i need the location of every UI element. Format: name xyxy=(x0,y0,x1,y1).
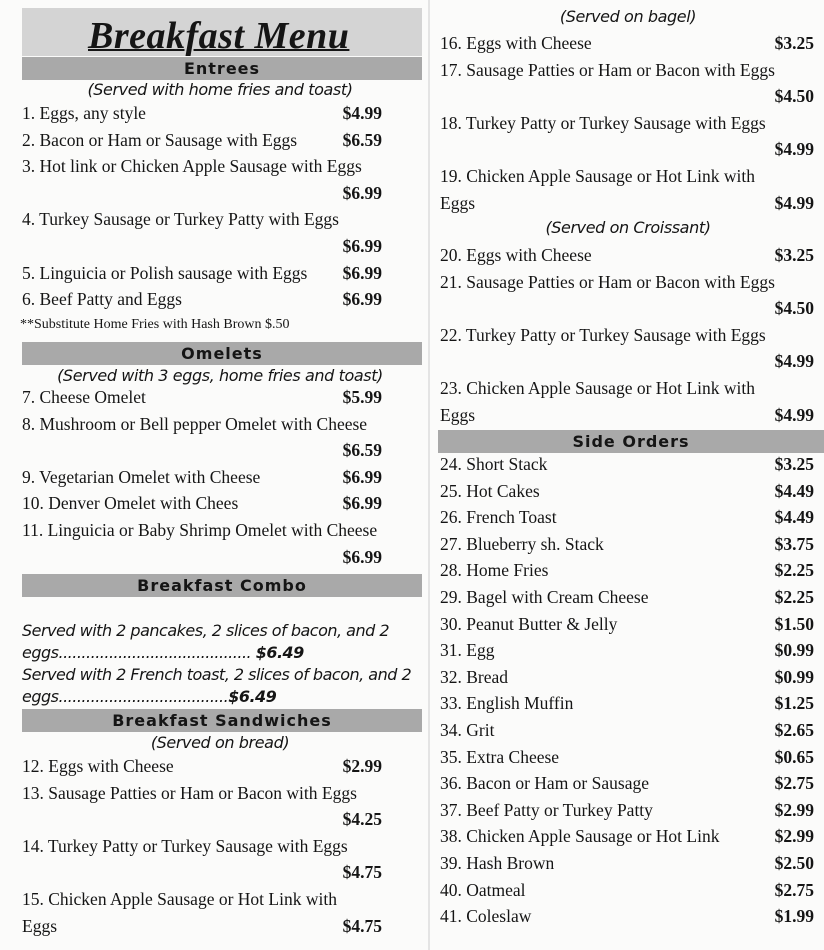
menu-item xyxy=(440,877,814,903)
combo-item-2 xyxy=(22,664,414,708)
menu-item-name: 14. Turkey Patty or Turkey Sausage with Eggs xyxy=(22,835,348,856)
section-heading-entrees: Entrees xyxy=(22,57,422,80)
menu-item xyxy=(22,384,402,410)
menu-item-name: 5. Linguicia or Polish sausage with Eggs xyxy=(22,262,308,283)
menu-item-price: $0.99 xyxy=(774,666,814,687)
menu-item-name: 15. Chicken Apple Sausage or Hot Link with xyxy=(22,889,337,909)
menu-item-price: $4.50 xyxy=(774,298,814,319)
menu-item-price: $0.99 xyxy=(774,640,814,661)
menu-item xyxy=(22,833,402,859)
menu-item-name: 10. Denver Omelet with Chees xyxy=(22,493,239,514)
menu-item-name: 6. Beef Patty and Eggs xyxy=(22,289,182,310)
menu-item-name: 11. Linguicia or Baby Shrimp Omelet with Cheese xyxy=(22,520,378,540)
menu-item-name: 27. Blueberry sh. Stack xyxy=(440,533,604,554)
menu-item-price: $3.75 xyxy=(774,533,814,554)
menu-item xyxy=(440,163,814,189)
section-heading-sides: Side Orders xyxy=(438,430,824,453)
menu-item-price: $2.65 xyxy=(774,720,814,740)
menu-item-continuation xyxy=(440,190,814,216)
menu-item xyxy=(440,770,814,796)
menu-item xyxy=(440,850,814,876)
menu-item-price: $6.99 xyxy=(342,236,382,256)
menu-item xyxy=(440,242,814,268)
menu-item-price: $4.50 xyxy=(774,86,814,107)
menu-item-continuation xyxy=(22,180,402,206)
menu-item xyxy=(22,127,402,153)
menu-item-continuation xyxy=(22,859,402,885)
menu-item-price: $6.59 xyxy=(342,129,382,150)
menu-item xyxy=(440,690,814,716)
menu-item xyxy=(22,100,402,126)
menu-item-name: 38. Chicken Apple Sausage or Hot Link xyxy=(440,826,720,847)
menu-item-name: 17. Sausage Patties or Ham or Bacon with Eggs xyxy=(440,59,775,80)
menu-item-name: 19. Chicken Apple Sausage or Hot Link with xyxy=(440,166,755,186)
menu-item-name: 1. Eggs, any style xyxy=(22,103,146,123)
menu-item-name: 39. Hash Brown xyxy=(440,853,555,873)
menu-item-name: 26. French Toast xyxy=(440,507,557,528)
menu-item-name: Eggs xyxy=(22,915,57,936)
menu-item-price: $2.99 xyxy=(774,799,814,820)
menu-item xyxy=(440,375,814,401)
menu-item xyxy=(22,490,402,516)
menu-item-price: $4.99 xyxy=(774,404,814,425)
menu-item xyxy=(440,744,814,770)
menu-item-price: $6.99 xyxy=(342,493,382,514)
menu-item-price: $6.99 xyxy=(342,262,382,283)
menu-item-name: Eggs xyxy=(440,404,475,425)
menu-item-continuation xyxy=(440,295,814,321)
croissant-subtitle: (Served on Croissant) xyxy=(545,218,711,237)
menu-item-name: 12. Eggs with Cheese xyxy=(22,756,174,776)
menu-item xyxy=(440,557,814,583)
menu-item-name: 34. Grit xyxy=(440,720,495,740)
menu-item-price: $2.50 xyxy=(774,853,814,873)
title-band xyxy=(22,8,422,56)
menu-item-price: $2.75 xyxy=(774,879,814,900)
menu-item xyxy=(22,286,402,312)
menu-item-price: $2.25 xyxy=(774,560,814,581)
menu-item-name: Eggs xyxy=(440,192,475,213)
menu-item-continuation xyxy=(22,544,402,570)
menu-item-name: 13. Sausage Patties or Ham or Bacon with Eggs xyxy=(22,782,357,803)
menu-item-price: $5.99 xyxy=(342,387,382,407)
menu-item-name: 25. Hot Cakes xyxy=(440,480,540,501)
menu-item xyxy=(440,584,814,610)
menu-item-name: 9. Vegetarian Omelet with Cheese xyxy=(22,466,261,487)
menu-item-price: $4.99 xyxy=(774,192,814,213)
bread-subtitle: (Served on bread) xyxy=(150,733,290,752)
menu-item-name: 24. Short Stack xyxy=(440,454,548,474)
menu-item xyxy=(440,797,814,823)
omelets-subtitle: (Served with 3 eggs, home fries and toast) xyxy=(57,366,383,385)
menu-item xyxy=(440,269,814,295)
menu-item-name: 3. Hot link or Chicken Apple Sausage with Eggs xyxy=(22,156,362,177)
menu-item xyxy=(22,260,402,286)
bagel-subtitle: (Served on bagel) xyxy=(559,7,697,26)
menu-item-name: 20. Eggs with Cheese xyxy=(440,245,592,265)
menu-item-price: $6.99 xyxy=(342,466,382,487)
menu-item-price: $4.25 xyxy=(342,809,382,830)
combo-item-1 xyxy=(22,620,414,664)
menu-item-price: $4.75 xyxy=(342,915,382,936)
menu-item xyxy=(22,753,402,779)
menu-item-price: $0.65 xyxy=(774,746,814,767)
menu-item-name: 29. Bagel with Cream Cheese xyxy=(440,587,649,607)
menu-item-name: 30. Peanut Butter & Jelly xyxy=(440,613,618,634)
menu-item-price: $6.99 xyxy=(342,546,382,567)
substitute-note: **Substitute Home Fries with Hash Brown $.50 xyxy=(20,317,290,332)
menu-item-name: 32. Bread xyxy=(440,666,509,687)
menu-item-name: 4. Turkey Sausage or Turkey Patty with Eggs xyxy=(22,209,339,230)
combo-description: Served with 2 French toast, 2 slices of bacon, and 2 eggs xyxy=(22,665,412,706)
menu-item xyxy=(440,531,814,557)
menu-item-price: $4.49 xyxy=(774,507,814,528)
menu-item-price: $2.99 xyxy=(342,756,382,776)
menu-item xyxy=(440,110,814,136)
menu-item-price: $4.99 xyxy=(774,139,814,160)
menu-item-price: $3.25 xyxy=(774,245,814,265)
menu-item-name: 22. Turkey Patty or Turkey Sausage with Eggs xyxy=(440,324,766,345)
menu-item-name: 21. Sausage Patties or Ham or Bacon with Eggs xyxy=(440,271,775,292)
leader-dots: ..................................... xyxy=(58,687,229,706)
menu-item-name: 41. Coleslaw xyxy=(440,906,532,927)
menu-item xyxy=(440,823,814,849)
menu-item xyxy=(22,886,402,912)
menu-item xyxy=(440,611,814,637)
menu-item-name: 8. Mushroom or Bell pepper Omelet with Cheese xyxy=(22,413,368,434)
menu-item-price: $1.25 xyxy=(774,693,814,714)
menu-item xyxy=(22,411,402,437)
combo-description: Served with 2 pancakes, 2 slices of bacon, and 2 eggs xyxy=(22,621,390,662)
menu-item-price: $1.99 xyxy=(774,906,814,927)
menu-item xyxy=(22,517,402,543)
menu-item-price: $6.99 xyxy=(342,182,382,203)
menu-item-price: $2.75 xyxy=(774,773,814,794)
menu-item-price: $4.75 xyxy=(342,862,382,883)
menu-item xyxy=(440,478,814,504)
menu-item-name: 36. Bacon or Ham or Sausage xyxy=(440,773,649,794)
menu-item xyxy=(440,57,814,83)
leader-dots: .......................................... xyxy=(58,643,252,662)
menu-item-name: 28. Home Fries xyxy=(440,560,549,581)
menu-item-price: $1.50 xyxy=(774,613,814,634)
menu-item-continuation xyxy=(440,83,814,109)
menu-title: Breakfast Menu xyxy=(88,15,350,57)
menu-item-price: $2.25 xyxy=(774,587,814,607)
menu-item-price: $4.49 xyxy=(774,480,814,501)
menu-item-name: 2. Bacon or Ham or Sausage with Eggs xyxy=(22,129,298,150)
menu-item xyxy=(440,637,814,663)
menu-item xyxy=(440,451,814,477)
menu-item-name: 31. Egg xyxy=(440,640,495,661)
menu-item-continuation xyxy=(440,402,814,428)
menu-item-price: $4.99 xyxy=(342,103,382,123)
menu-item-name: 37. Beef Patty or Turkey Patty xyxy=(440,799,653,820)
menu-item-name: 33. English Muffin xyxy=(440,693,574,714)
menu-item xyxy=(440,30,814,56)
menu-item-name: 40. Oatmeal xyxy=(440,879,526,900)
column-divider xyxy=(428,0,430,950)
menu-item-continuation xyxy=(440,348,814,374)
section-heading-combo: Breakfast Combo xyxy=(22,574,422,597)
menu-item xyxy=(440,664,814,690)
combo-price: $6.49 xyxy=(228,687,277,706)
combo-price: $6.49 xyxy=(255,643,304,662)
menu-item xyxy=(22,464,402,490)
menu-item xyxy=(22,153,402,179)
menu-item-price: $3.25 xyxy=(774,33,814,53)
menu-item-name: 7. Cheese Omelet xyxy=(22,387,146,407)
entrees-subtitle: (Served with home fries and toast) xyxy=(87,80,353,99)
menu-item-price: $6.59 xyxy=(342,440,382,461)
section-heading-sandwiches: Breakfast Sandwiches xyxy=(22,709,422,732)
menu-item-continuation xyxy=(22,913,402,939)
menu-item-continuation xyxy=(22,437,402,463)
menu-item xyxy=(440,504,814,530)
menu-item xyxy=(22,780,402,806)
menu-item-name: 18. Turkey Patty or Turkey Sausage with Eggs xyxy=(440,112,766,133)
menu-item-name: 23. Chicken Apple Sausage or Hot Link with xyxy=(440,378,755,398)
menu-item xyxy=(440,322,814,348)
menu-item-name: 35. Extra Cheese xyxy=(440,746,560,767)
menu-item xyxy=(440,903,814,929)
section-heading-omelets: Omelets xyxy=(22,342,422,365)
menu-item-price: $3.25 xyxy=(774,454,814,474)
menu-item-price: $4.99 xyxy=(774,351,814,372)
menu-item-name: 16. Eggs with Cheese xyxy=(440,33,592,53)
menu-item xyxy=(22,206,402,232)
menu-item-continuation xyxy=(440,136,814,162)
menu-item-price: $2.99 xyxy=(774,826,814,847)
menu-item-continuation xyxy=(22,233,402,259)
menu-item xyxy=(440,717,814,743)
menu-item-price: $6.99 xyxy=(342,289,382,310)
menu-item-continuation xyxy=(22,806,402,832)
